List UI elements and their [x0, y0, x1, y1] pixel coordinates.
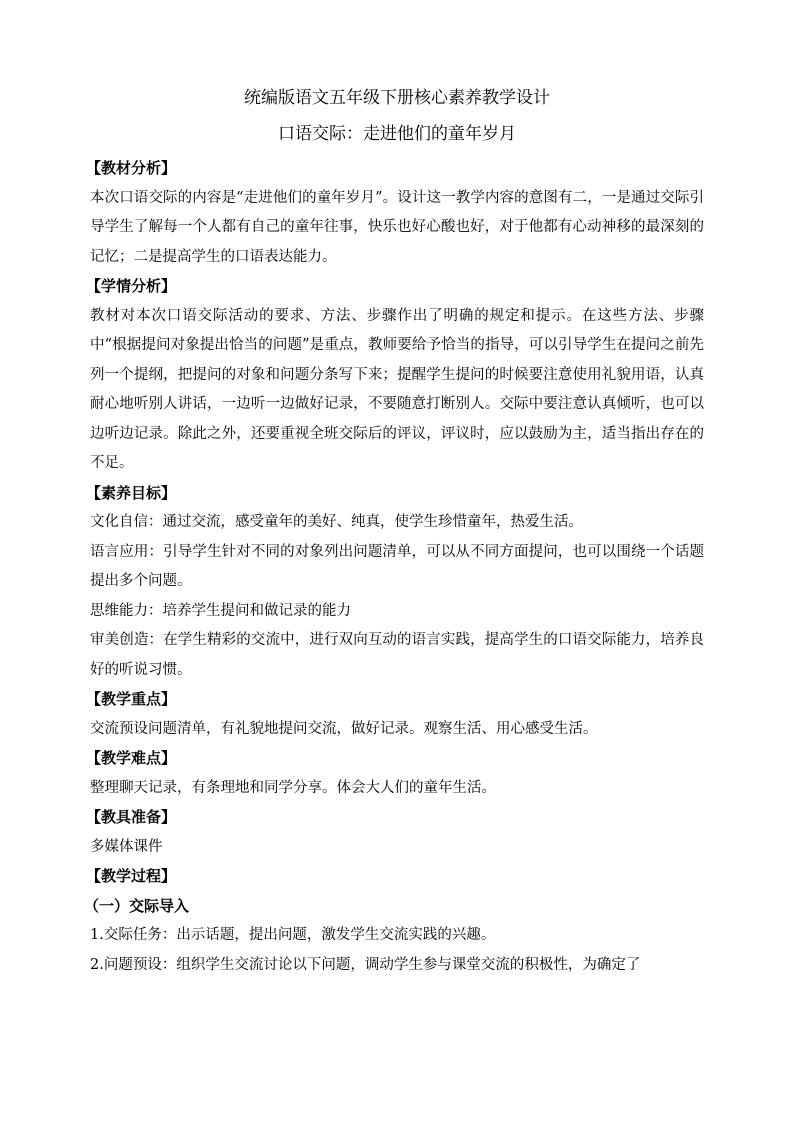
- goal-item-thinking: 思维能力：培养学生提问和做记录的能力: [90, 602, 351, 619]
- process-item-2: 2.问题预设：组织学生交流讨论以下问题，调动学生参与课堂交流的积极性，为确定了: [90, 956, 641, 973]
- section-heading-materials: 【教具准备】: [86, 808, 177, 826]
- section-heading-process: 【教学过程】: [86, 867, 177, 885]
- process-subheading: （一）交际导入: [84, 896, 190, 915]
- document-page: [84, 80, 704, 980]
- section-text-materials: 多媒体课件: [90, 838, 163, 855]
- section-text-learner: 教材对本次口语交际活动的要求、方法、步骤作出了明确的规定和提示。在这些方法、步骤中“根据提问对象提出恰当的问题”是重点，教师要给予恰当的指导，可以引导学生在提问之前先列一个提纲，把提问的对象和问题分条写下来；提醒学生提问的时候要注意使用礼貌用语，认真耐心地听别人讲话，一边听一边做好记录，不要随意打断别人。交际中要注意认真倾听，也可以边听边记录。除此之外，还要重视全班交际后的评议，评议时，应以鼓励为主，适当指出存在的不足。: [90, 307, 704, 471]
- goal-item-language: 语言应用：引导学生针对不同的对象列出问题清单，可以从不同方面提问，也可以围绕一个话题提出多个问题。: [90, 543, 704, 589]
- section-text-focus: 交流预设问题清单，有礼貌地提问交流，做好记录。观察生活、用心感受生活。: [90, 720, 598, 737]
- goal-item-aesthetic: 审美创造：在学生精彩的交流中，进行双向互动的语言实践，提高学生的口语交际能力，培养良好的听说习惯。: [90, 632, 704, 678]
- section-heading-goals: 【素养目标】: [86, 483, 177, 502]
- section-heading-focus: 【教学重点】: [86, 690, 177, 708]
- document-subtitle: 口语交际：走进他们的童年岁月: [278, 124, 516, 144]
- section-heading-learner: 【学情分析】: [86, 277, 177, 295]
- section-heading-difficulty: 【教学难点】: [86, 749, 177, 767]
- document-title: 统编版语文五年级下册核心素养教学设计: [244, 88, 550, 108]
- section-heading-textbook: 【教材分析】: [86, 159, 177, 177]
- goal-item-culture: 文化自信：通过交流，感受童年的美好、纯真，使学生珍惜童年，热爱生活。: [90, 514, 583, 530]
- process-item-1: 1.交际任务：出示话题，提出问题，激发学生交流实践的兴趣。: [90, 927, 496, 943]
- section-text-difficulty: 整理聊天记录，有条理地和同学分享。体会大人们的童年生活。: [90, 779, 496, 796]
- section-text-textbook: 本次口语交际的内容是“走进他们的童年岁月”。设计这一教学内容的意图有二，一是通过交际引导学生了解每一个人都有自己的童年往事，快乐也好心酸也好，对于他都有心动神移的最深刻的记忆；二是提高学生的口语表达能力。: [90, 189, 704, 265]
